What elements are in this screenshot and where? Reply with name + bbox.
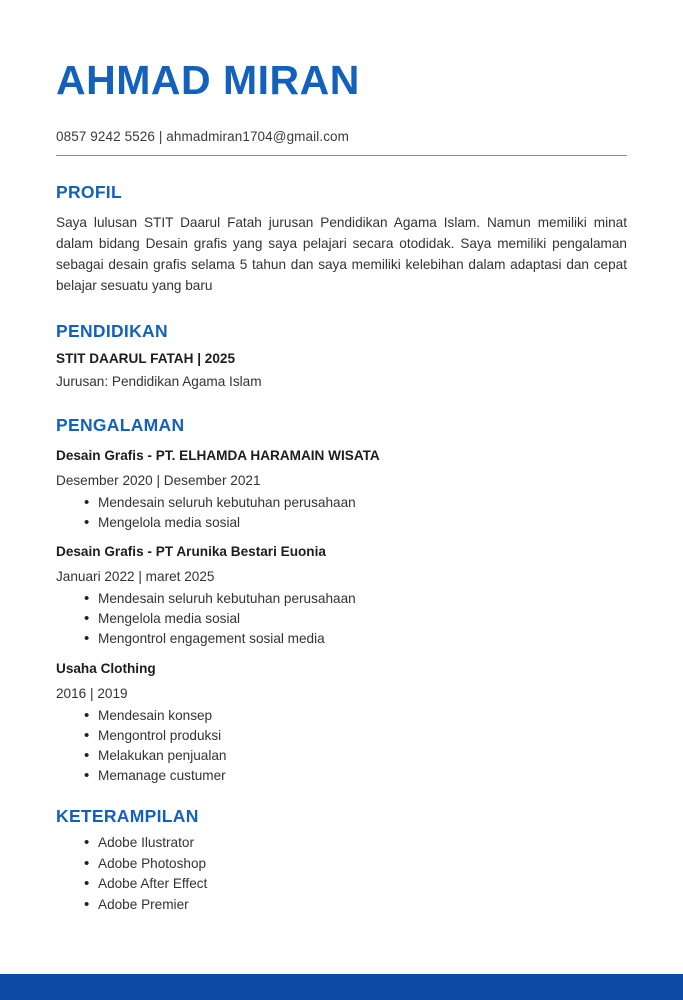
experience-date: Desember 2020 | Desember 2021: [56, 473, 261, 489]
section-heading-pendidikan: PENDIDIKAN: [56, 321, 168, 342]
experience-title: Desain Grafis - PT. ELHAMDA HARAMAIN WISATA: [56, 447, 380, 463]
experience-entry: [56, 436, 627, 533]
list-item: • Adobe Premier: [84, 895, 627, 916]
education-school: STIT DAARUL FATAH | 2025: [56, 351, 236, 367]
list-item: • Mengelola media sosial: [84, 609, 627, 629]
list-item: • Adobe Photoshop: [84, 854, 627, 875]
list-item: • Mendesain konsep: [84, 706, 627, 726]
list-item: • Mengontrol engagement sosial media: [84, 629, 627, 649]
experience-date: 2016 | 2019: [56, 686, 128, 702]
list-item: • Mendesain seluruh kebutuhan perusahaan: [84, 589, 627, 609]
experience-title: Usaha Clothing: [56, 660, 156, 676]
section-heading-pengalaman: PENGALAMAN: [56, 414, 185, 435]
section-heading-profil: PROFIL: [56, 182, 122, 202]
education-major: Jurusan: Pendidikan Agama Islam: [56, 373, 262, 389]
experience-entry: [56, 533, 627, 649]
list-item: • Memanage custumer: [84, 766, 627, 786]
education-entry: [56, 342, 627, 391]
section-heading-keterampilan: KETERAMPILAN: [56, 805, 199, 826]
experience-bullet-list: [56, 493, 627, 533]
profile-summary-text: Saya lulusan STIT Daarul Fatah jurusan Pendidikan Agama Islam. Namun memiliki minat dalam bidang Desain grafis yang saya pelajari secara otodidak. Saya memiliki pengalaman sebagai desain grafis selama 5 tahun dan saya memiliki kelebihan dalam adaptasi dan cepat belajar sesuatu yang baru: [56, 215, 627, 294]
footer-bar: [0, 974, 683, 1000]
list-item: • Mengontrol produksi: [84, 726, 627, 746]
list-item: • Mendesain seluruh kebutuhan perusahaan: [84, 493, 627, 513]
experience-bullet-list: [56, 706, 627, 786]
experience-date: Januari 2022 | maret 2025: [56, 569, 215, 585]
list-item: • Adobe Ilustrator: [84, 833, 627, 854]
page-title: AHMAD MIRAN: [56, 57, 360, 103]
list-item: • Adobe After Effect: [84, 874, 627, 895]
list-item: • Melakukan penjualan: [84, 746, 627, 766]
contact-line: 0857 9242 5526 | ahmadmiran1704@gmail.com: [56, 129, 349, 144]
skills-list: [56, 833, 627, 916]
experience-entry: [56, 649, 627, 786]
experience-bullet-list: [56, 589, 627, 649]
experience-title: Desain Grafis - PT Arunika Bestari Euonia: [56, 543, 326, 559]
list-item: • Mengelola media sosial: [84, 513, 627, 533]
